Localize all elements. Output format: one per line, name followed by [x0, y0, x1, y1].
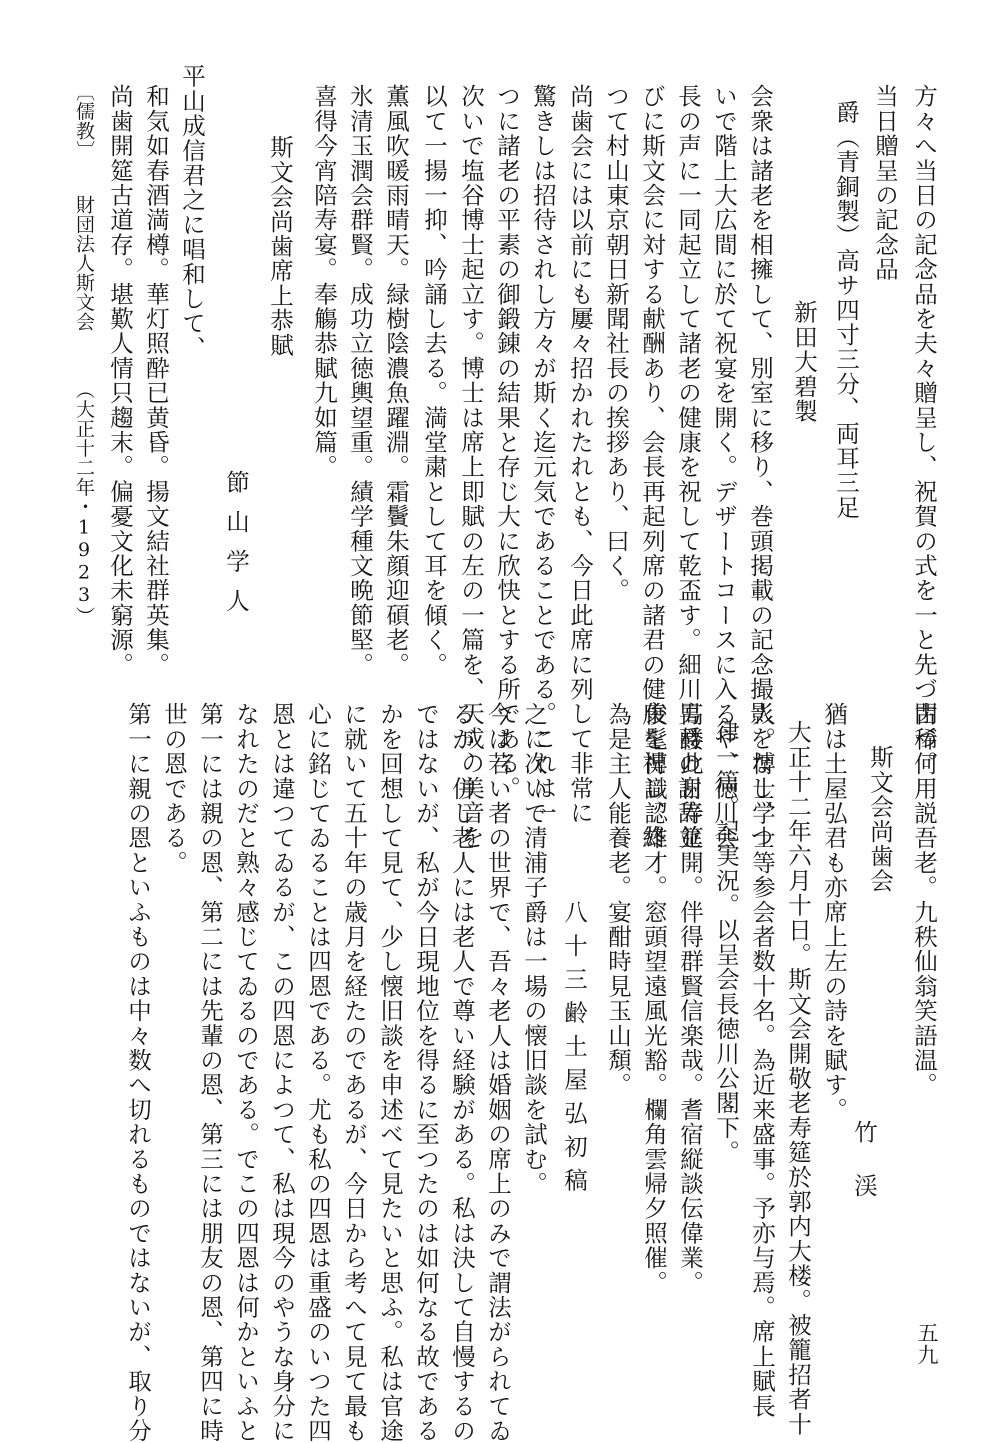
poem-author: 節山学人	[222, 470, 250, 628]
text-column: 之に次いで清浦子爵は一場の懐旧談を試む。	[520, 702, 548, 1196]
poem-line: 和気如春酒満樽。華灯照酔已黄昏。揚文結社群英集。	[142, 84, 170, 677]
text-column: 驚きしは招待されし方々が斯く迄元気であることである。これは一	[529, 84, 557, 825]
text-column: 第一に親の恩といふものは中々数へ切れるものではないが、取り分	[124, 702, 152, 1443]
text-column: 爵（青銅製）高サ四寸三分、両耳三足	[832, 100, 860, 520]
text-column: かを回想して見て、少し懐旧談を申述べて見たいと思ふ。私は官途	[376, 702, 404, 1443]
text-column: 心に銘じてゐることは四恩である。尤も私の四恩は重盛のいつた四	[304, 702, 332, 1443]
text-column: つに諸老の平素の御鍛錬の結果と存じ大に欣快とする所である。	[493, 84, 521, 801]
publisher-label: 財団法人斯文会	[73, 195, 95, 332]
text-column: つて村山東京朝日新聞社長の挨拶あり、曰く。	[602, 84, 630, 603]
poem-line: 尚歯開筵古道存。堪歎人情只趨末。偏憂文化未窮源。	[106, 84, 134, 677]
text-column: 長の声に一同起立して諸老の健康を祝して乾盃す。細川男爵の謝辞並	[674, 84, 702, 850]
text-column: 会衆は諸老を相擁して、別室に移り、巻頭掲載の記念撮影をなし、つ	[746, 84, 774, 850]
poem-caption: 斯文会尚歯席上恭賦	[266, 135, 294, 358]
text-column: 方々へ当日の記念品を夫々贈呈し、祝賀の式を一と先づ閉づ。	[910, 84, 938, 776]
text-column: るが、併し老人には老人で尊い経験がある。私は決して自慢するの	[448, 702, 476, 1443]
poem-line: 俊髦博識認雄才。窓頭望遠風光豁。欄角雲帰夕照催。	[640, 702, 668, 1295]
text-column: なれたのだと熟々感じてゐるのである。でこの四恩は何かといふと	[232, 702, 260, 1443]
journal-label: 〔儒教〕	[73, 82, 95, 160]
poem-author: 竹渓	[850, 1120, 878, 1227]
poem-line: 為是主人能養老。宴酣時見玉山頽。	[604, 702, 632, 1098]
text-column: 大正十二年六月十日。斯文会開敬老寿筵於郭内大楼。被籠招者十	[784, 720, 812, 1437]
text-column: 第一には親の恩、第二には先輩の恩、第三には朋友の恩、第四に時	[196, 702, 224, 1443]
text-column: 今は若い者の世界で、吾々老人は婚姻の席上のみで謂法がられてゐ	[484, 702, 512, 1443]
poem-author: 八十三齢土屋弘初稿	[560, 900, 588, 1202]
publish-date: （大正十二年・1923）	[73, 380, 95, 626]
poem-line: 薫風吹暖雨晴天。緑樹陰濃魚躍淵。霜鬢朱顔迎碩老。	[382, 84, 410, 677]
text-column: 平山成信君之に唱和して、	[178, 64, 206, 361]
text-column: ではないが、私が今日現地位を得るに至つたのは如何なる故である	[412, 702, 440, 1443]
text-column: 恩とは違つてゐるが、この四恩によつて、私は現今のやうな身分に	[268, 702, 296, 1443]
text-column: に就いて五十年の歳月を経たのであるが、今日から考へて見て最も	[340, 702, 368, 1443]
poem-line: 高楼此日寿筵開。伴得群賢信楽哉。耆宿縦談伝偉業。	[676, 702, 704, 1295]
text-column: 人。博士学士等参会者数十名。為近来盛事。予亦与焉。席上賦長	[748, 702, 776, 1419]
poem-line: 氷清玉潤会群賢。成功立徳輿望重。績学種文晩節堅。	[346, 84, 374, 677]
text-column: 次いで塩谷博士起立す。博士は席上即賦の左の一篇を、天成の美音を	[457, 84, 485, 850]
page-number: 五九	[915, 1322, 939, 1367]
text-column: いで階上大広間に於て祝宴を開く。デザートコースに入るや、徳川会	[710, 84, 738, 850]
text-column: 世の恩である。	[160, 702, 188, 875]
poem-caption: 斯文会尚歯会	[866, 745, 894, 894]
text-column: 以て一揚一抑、吟誦し去る。満堂粛として耳を傾く。	[420, 84, 448, 677]
poem-line: 古稀何用説吾老。九秩仙翁笑語温。	[910, 702, 938, 1098]
text-column: 律一篇。記実況。以呈会長徳川公閣下。	[712, 720, 740, 1165]
text-column: 尚歯会には以前にも屢々招かれたれとも、今日此席に列して非常に	[566, 84, 594, 825]
text-column: 猶は土屋弘君も亦席上左の詩を賦す。	[820, 702, 848, 1122]
poem-line: 喜得今宵陪寿宴。奉觴恭賦九如篇。	[310, 84, 338, 480]
text-column: 新田大碧製	[790, 300, 818, 424]
text-column: 当日贈呈の記念品	[871, 84, 899, 282]
text-column: びに斯文会に対する献酬あり、会長再起列席の諸君の健康を祝し、終	[638, 84, 666, 850]
